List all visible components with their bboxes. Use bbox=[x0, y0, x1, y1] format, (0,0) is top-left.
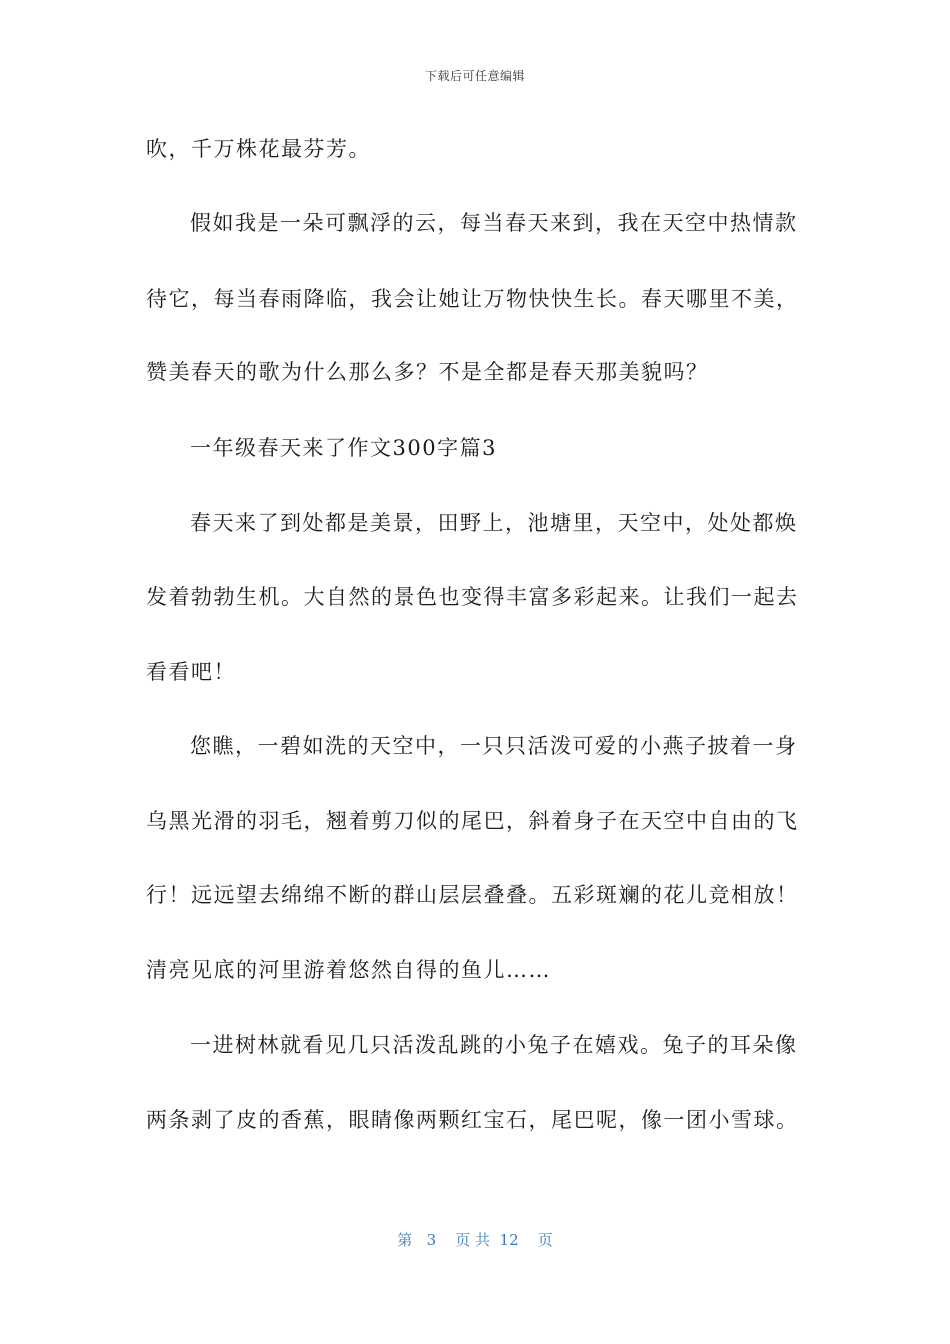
footer-suffix: 页 bbox=[537, 1231, 553, 1249]
paragraph-line: 行！远远望去绵绵不断的群山层层叠叠。五彩斑斓的花儿竞相放！ bbox=[146, 883, 799, 907]
footer-middle: 页 共 bbox=[455, 1231, 490, 1249]
paragraph-line: 发着勃勃生机。大自然的景色也变得丰富多彩起来。让我们一起去 bbox=[146, 585, 799, 609]
page-footer bbox=[0, 1229, 950, 1250]
paragraph-line: 假如我是一朵可飘浮的云，每当春天来到，我在天空中热情款 bbox=[190, 211, 798, 235]
footer-total-pages: 12 bbox=[499, 1231, 519, 1249]
paragraph-line: 您瞧，一碧如洗的天空中，一只只活泼可爱的小燕子披着一身 bbox=[190, 734, 798, 758]
paragraph-line: 春天来了到处都是美景，田野上，池塘里，天空中，处处都焕 bbox=[190, 511, 798, 535]
text-line-continuation: 吹，千万株花最芬芳。 bbox=[146, 137, 371, 161]
section-heading: 一年级春天来了作文300字篇3 bbox=[190, 436, 497, 460]
paragraph-line: 清亮见底的河里游着悠然自得的鱼儿…… bbox=[146, 958, 551, 982]
footer-current-page: 3 bbox=[426, 1231, 437, 1249]
paragraph-line: 赞美春天的歌为什么那么多？不是全都是春天那美貌吗？ bbox=[146, 360, 709, 384]
footer-prefix: 第 bbox=[397, 1231, 413, 1249]
paragraph-line: 两条剥了皮的香蕉，眼睛像两颗红宝石，尾巴呢，像一团小雪球。 bbox=[146, 1108, 799, 1132]
paragraph-line: 看看吧！ bbox=[146, 660, 236, 684]
paragraph-line: 待它，每当春雨降临，我会让她让万物快快生长。春天哪里不美， bbox=[146, 287, 799, 311]
paragraph-line: 一进树林就看见几只活泼乱跳的小兔子在嬉戏。兔子的耳朵像 bbox=[190, 1033, 798, 1057]
page-header: 下载后可任意编辑 bbox=[424, 69, 525, 83]
paragraph-line: 乌黑光滑的羽毛，翘着剪刀似的尾巴，斜着身子在天空中自由的飞 bbox=[146, 809, 799, 833]
